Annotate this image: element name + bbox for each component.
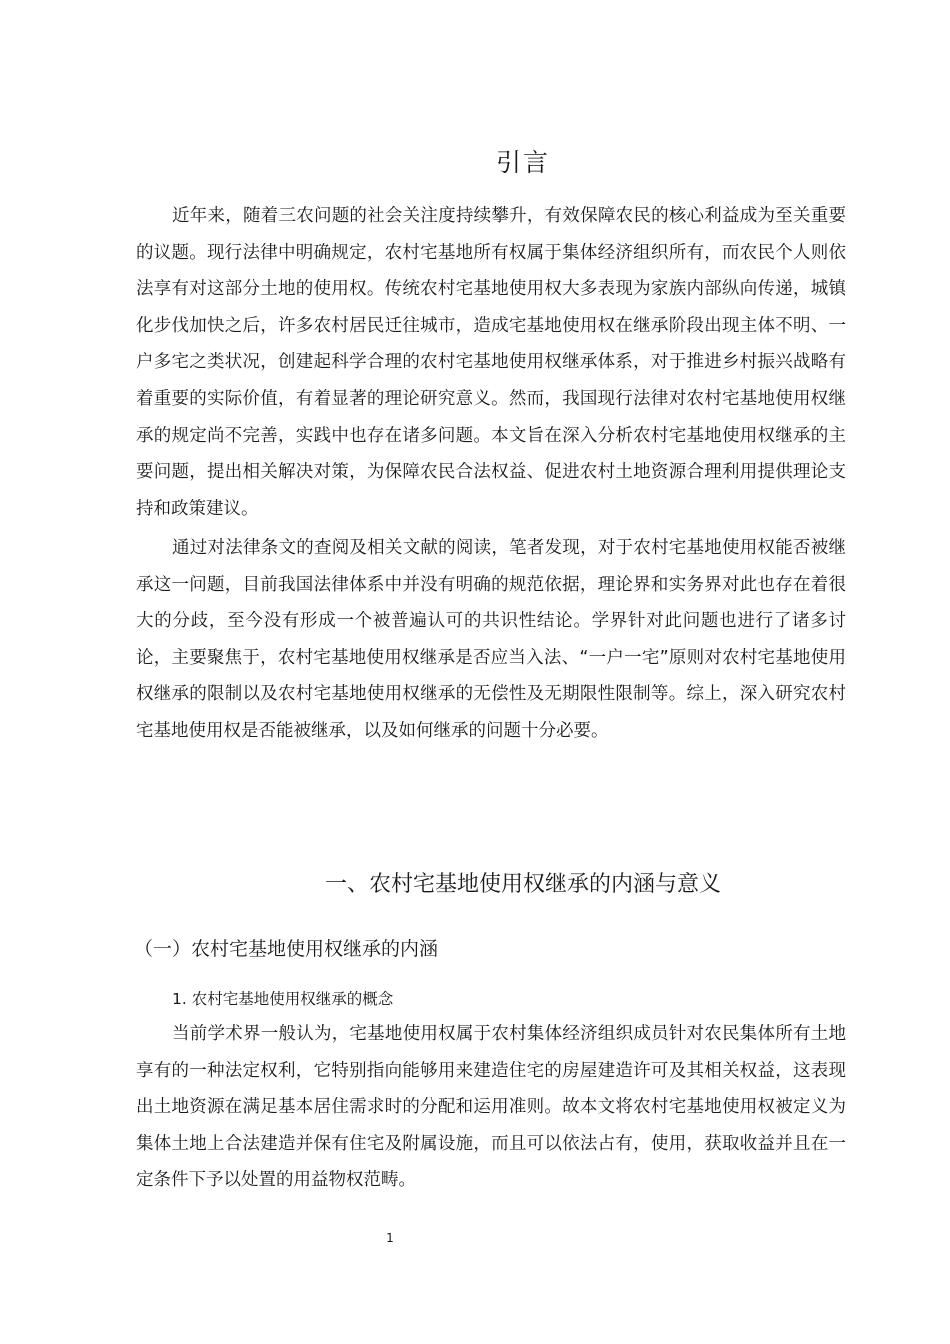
- intro-paragraph-2: 通过对法律条文的查阅及相关文献的阅读，笔者发现，对于农村宅基地使用权能否被继承这一问题，目前我国法律体系中并没有明确的规范依据，理论界和实务界对此也存在着很大的分歧，至今没有形成一个被普遍认可的共识性结论。学界针对此问题也进行了诸多讨论，主要聚焦于，农村宅基地使用权继承是否应当入法、“一户一宅”原则对农村宅基地使用权继承的限制以及农村宅基地使用权继承的无偿性及无期限性限制等。综上，深入研究农村宅基地使用权是否能被继承，以及如何继承的问题十分必要。: [136, 538, 846, 741]
- intro-paragraph-1: 近年来，随着三农问题的社会关注度持续攀升，有效保障农民的核心利益成为至关重要的议题。现行法律中明确规定，农村宅基地所有权属于集体经济组织所有，而农民个人则依法享有对这部分土地的使用权。传统农村宅基地使用权大多表现为家族内部纵向传递，城镇化步伐加快之后，许多农村居民迁往城市，造成宅基地使用权在继承阶段出现主体不明、一户多宅之类状况，创建起科学合理的农村宅基地使用权继承体系，对于推进乡村振兴战略有着重要的实际价值，有着显著的理论研究意义。然而，我国现行法律对农村宅基地使用权继承的规定尚不完善，实践中也存在诸多问题。本文旨在深入分析农村宅基地使用权继承的主要问题，提出相关解决对策，为保障农民合法权益、促进农村土地资源合理利用提供理论支持和政策建议。: [136, 206, 846, 519]
- section-title: 一、农村宅基地使用权继承的内涵与意义: [324, 872, 721, 897]
- page-number: 1: [386, 1231, 394, 1245]
- concept-paragraph: 当前学术界一般认为，宅基地使用权属于农村集体经济组织成员针对农民集体所有土地享有的一种法定权利，它特别指向能够用来建造住宅的房屋建造许可及其相关权益，这表现出土地资源在满足基本居住需求时的分配和运用准则。故本文将农村宅基地使用权被定义为集体土地上合法建造并保有住宅及附属设施，而且可以依法占有，使用，获取收益并且在一定条件下予以处置的用益物权范畴。: [136, 1024, 846, 1191]
- intro-title: 引言: [495, 148, 550, 177]
- subsection-title: （一）农村宅基地使用权继承的内涵: [134, 938, 439, 960]
- item-title: 1. 农村宅基地使用权继承的概念: [172, 990, 394, 1008]
